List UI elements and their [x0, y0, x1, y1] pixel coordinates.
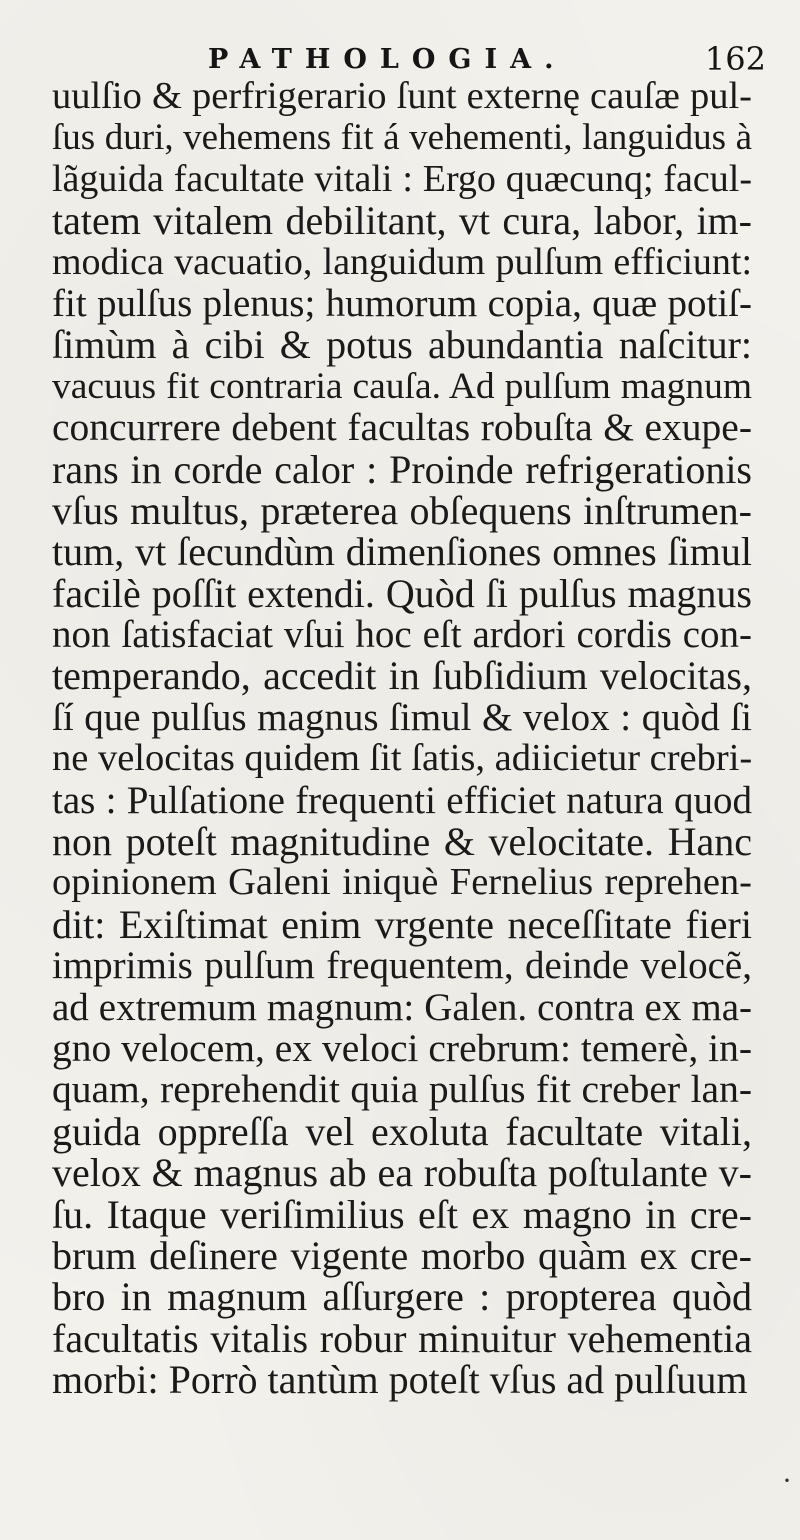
text-line: non poteſt magnitudine & velocitate. Hanc: [52, 819, 752, 865]
text-line: temperando, accedit in ſubſidium velocitas,: [52, 653, 752, 699]
text-line: brum deſinere vigente morbo quàm ex cre-: [52, 1232, 752, 1278]
text-line: ſu. Itaque veriſimilius eſt ex magno in cre-: [52, 1191, 752, 1237]
text-line: concurrere debent facultas robuſta & exupe-: [52, 405, 752, 450]
text-line: dit: Exiſtimat enim vrgente neceſſitate fieri: [52, 901, 752, 947]
text-line: uulſio & perfrigerario ſunt externę cauſæ pul-: [52, 75, 752, 117]
text-line: tatem vitalem debilitant, vt cura, labor, im-: [52, 198, 752, 244]
text-line: facilè poſſit extendi. Quòd ſi pulſus magnus: [52, 570, 752, 616]
page-number: 162: [704, 40, 766, 78]
text-line: ſimùm à cibi & potus abundantia naſcitur:: [52, 322, 752, 368]
text-line: imprimis pulſum frequentem, deinde velocẽ,: [52, 944, 752, 988]
text-line: ne velocitas quidem ſit ſatis, adiicietur crebri-: [52, 737, 753, 780]
text-line: opinionem Galeni iniquè Fernelius reprehen-: [52, 861, 752, 904]
text-line: non ſatisfaciat vſui hoc eſt ardori cordis con-: [52, 613, 752, 657]
text-line: morbi: Porrò tantùm poteſt vſus ad pulſuum: [52, 1357, 748, 1403]
running-title: PATHOLOGIA.: [208, 44, 567, 75]
body-text: [52, 76, 752, 1401]
text-line: guida oppreſſa vel exoluta facultate vitali,: [52, 1108, 752, 1154]
text-line: modica vacuatio, languidum pulſum efficiunt:: [52, 240, 752, 283]
text-line: vſus multus, præterea obſequens inſtrumen-: [52, 487, 752, 533]
text-line: tas : Pulſatione frequenti efficiet natura quod: [52, 778, 752, 822]
margin-mark: ·: [782, 1464, 792, 1497]
text-line: bro in magnum aſſurgere : propterea quòd: [52, 1274, 752, 1320]
text-line: lãguida facultate vitali : Ergo quæcunq; facul-: [52, 157, 752, 200]
text-line: ſí que pulſus magnus ſimul & velox : quòd ſi: [52, 695, 752, 739]
text-line: rans in corde calor : Proinde refrigerationis: [52, 446, 752, 492]
text-line: ad extremum magnum: Galen. contra ex ma-: [52, 985, 752, 1029]
text-line: velox & magnus ab ea robuſta poſtulante v-: [52, 1150, 752, 1196]
text-line: tum, vt ſecundùm dimenſiones omnes ſimul: [52, 529, 752, 575]
text-line: quam, reprehendit quia pulſus fit creber lan-: [52, 1067, 752, 1112]
text-line: vacuus fit contraria cauſa. Ad pulſum magnum: [52, 365, 752, 407]
text-line: fit pulſus plenus; humorum copia, quæ potiſ-: [52, 281, 752, 325]
text-line: facultatis vitalis robur minuitur vehementia: [52, 1315, 752, 1361]
text-line: gno velocem, ex veloci crebrum: temerè, in-: [52, 1025, 752, 1070]
text-line: ſus duri, vehemens fit á vehementi, languidus à: [52, 117, 752, 159]
